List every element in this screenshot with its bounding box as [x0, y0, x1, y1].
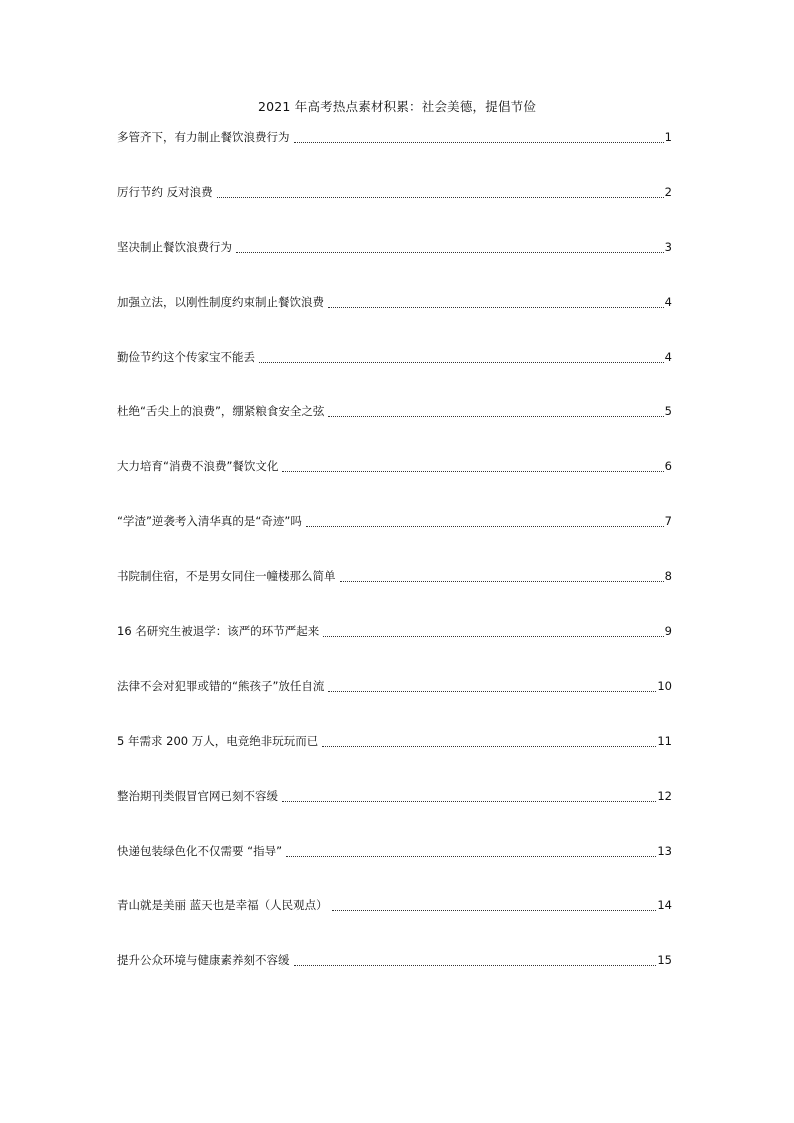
toc-dot-leader — [294, 129, 664, 143]
toc-page-number[interactable]: 4 — [664, 294, 672, 309]
toc-entry-title[interactable]: “学渣”逆袭考入清华真的是“奇迹”吗 — [117, 514, 302, 529]
toc-page-number[interactable]: 14 — [657, 898, 672, 913]
toc-dot-leader — [306, 513, 664, 527]
toc-entry-title[interactable]: 坚决制止餐饮浪费行为 — [117, 239, 232, 254]
toc-entry[interactable] — [117, 457, 672, 512]
toc-entry[interactable] — [117, 622, 672, 677]
toc-entry[interactable] — [117, 732, 672, 787]
toc-dot-leader — [328, 294, 664, 308]
toc-entry-title[interactable]: 多管齐下，有力制止餐饮浪费行为 — [117, 130, 290, 144]
toc-dot-leader — [236, 239, 664, 253]
toc-dot-leader — [328, 403, 663, 417]
toc-entry[interactable] — [117, 348, 672, 403]
toc-entry-title[interactable]: 青山就是美丽 蓝天也是幸福（人民观点） — [117, 898, 328, 913]
toc-entry[interactable] — [117, 951, 672, 1006]
toc-entry-title[interactable]: 厉行节约 反对浪费 — [117, 184, 213, 199]
toc-entry[interactable] — [117, 183, 672, 238]
toc-entry-title[interactable]: 大力培育“消费不浪费”餐饮文化 — [117, 459, 279, 474]
toc-dot-leader — [294, 952, 657, 966]
toc-dot-leader — [286, 843, 656, 857]
toc-entry[interactable] — [117, 293, 672, 348]
toc-entry-title[interactable]: 杜绝“舌尖上的浪费”，绷紧粮食安全之弦 — [117, 404, 325, 419]
toc-page-number[interactable]: 7 — [664, 514, 672, 529]
toc-entry[interactable] — [117, 896, 672, 951]
toc-entry[interactable] — [117, 567, 672, 622]
toc-entry[interactable] — [117, 238, 672, 293]
toc-entry[interactable] — [117, 787, 672, 842]
toc-entry-title[interactable]: 快递包装绿色化不仅需要 “指导” — [117, 843, 283, 858]
toc-entry-title[interactable]: 书院制住宿，不是男女同住一幢楼那么简单 — [117, 569, 336, 584]
toc-page-number[interactable]: 11 — [657, 733, 672, 748]
toc-page-number[interactable]: 3 — [664, 239, 672, 254]
toc-page-number[interactable]: 13 — [657, 843, 672, 858]
toc-page-number[interactable]: 8 — [664, 569, 672, 584]
toc-dot-leader — [282, 788, 656, 802]
toc-page-number[interactable]: 2 — [664, 184, 672, 199]
toc-entry[interactable] — [117, 677, 672, 732]
toc-entry-title[interactable]: 5 年需求 200 万人，电竞绝非玩玩而已 — [117, 733, 319, 748]
toc-entry[interactable] — [117, 512, 672, 567]
toc-dot-leader — [217, 184, 664, 198]
toc-page-number[interactable]: 6 — [664, 459, 672, 474]
toc-dot-leader — [332, 897, 657, 911]
toc-dot-leader — [322, 733, 656, 747]
toc-page-number[interactable]: 5 — [664, 404, 672, 419]
table-of-contents — [117, 128, 672, 1006]
toc-entry-title[interactable]: 法律不会对犯罪或错的“熊孩子”放任自流 — [117, 678, 325, 693]
toc-page-number[interactable]: 15 — [657, 953, 672, 968]
toc-page-number[interactable]: 12 — [657, 788, 672, 803]
toc-entry-title[interactable]: 整治期刊类假冒官网已刻不容缓 — [117, 788, 278, 803]
toc-page-number[interactable]: 4 — [664, 349, 672, 364]
toc-entry[interactable] — [117, 842, 672, 897]
toc-page-number[interactable]: 10 — [657, 678, 672, 693]
toc-page-number[interactable]: 1 — [664, 130, 672, 144]
toc-dot-leader — [328, 678, 656, 692]
toc-entry-title[interactable]: 加强立法，以刚性制度约束制止餐饮浪费 — [117, 294, 324, 309]
toc-entry[interactable] — [117, 128, 672, 183]
toc-entry-title[interactable]: 16 名研究生被退学：该严的环节严起来 — [117, 624, 320, 639]
document-title: 2021 年高考热点素材积累：社会美德，提倡节俭 — [257, 99, 537, 114]
toc-entry[interactable] — [117, 402, 672, 457]
toc-dot-leader — [340, 568, 664, 582]
toc-page-number[interactable]: 9 — [664, 624, 672, 639]
toc-dot-leader — [282, 458, 663, 472]
toc-dot-leader — [259, 349, 664, 363]
toc-dot-leader — [323, 623, 663, 637]
toc-entry-title[interactable]: 提升公众环境与健康素养刻不容缓 — [117, 953, 290, 968]
toc-entry-title[interactable]: 勤俭节约这个传家宝不能丢 — [117, 349, 255, 364]
